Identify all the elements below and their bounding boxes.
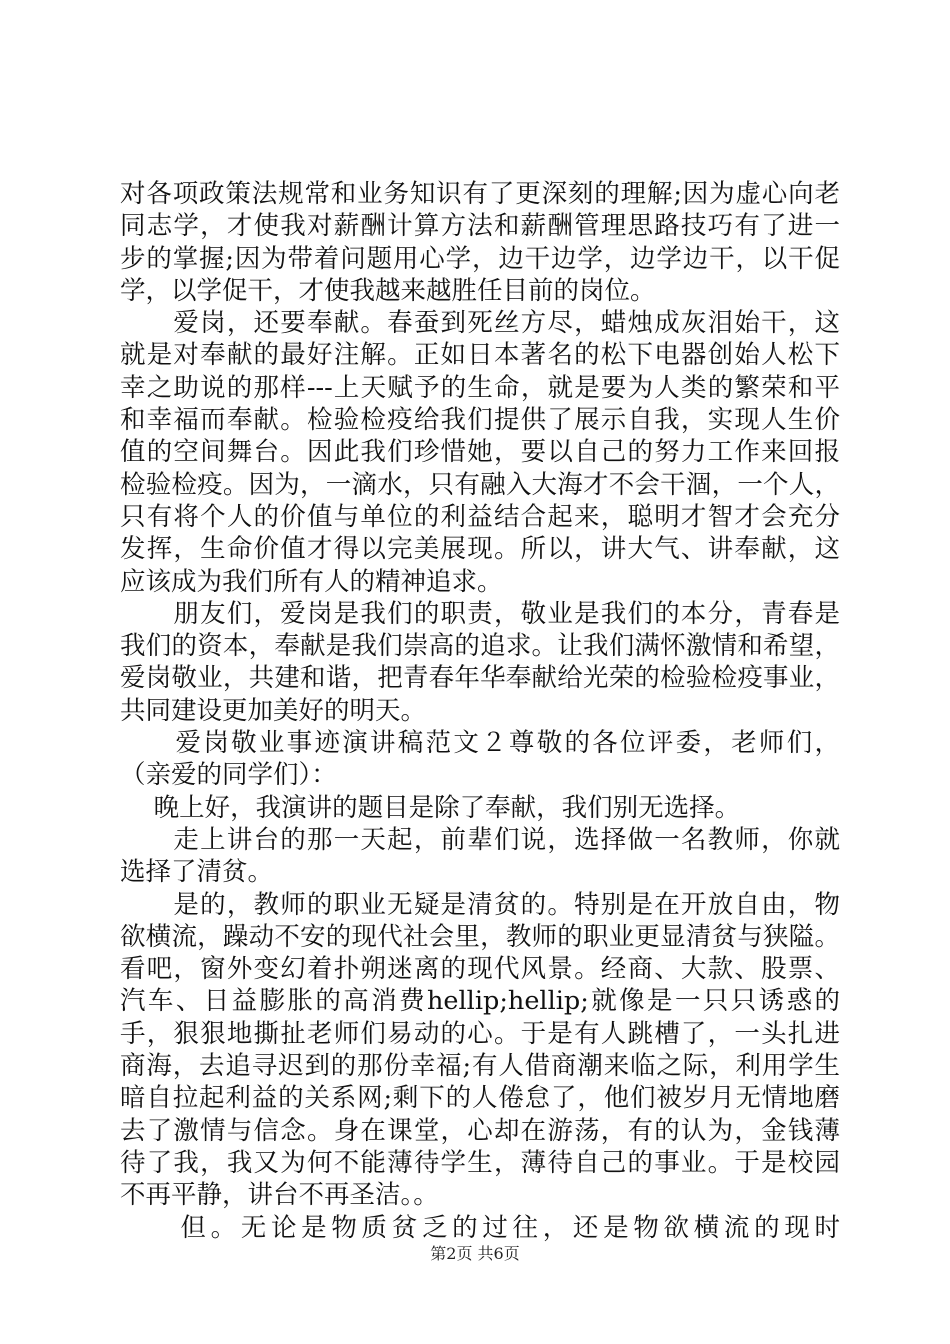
- text-line: 晚上好，我演讲的题目是除了奉献，我们别无选择。: [120, 792, 741, 823]
- text-line: 检验检疫。因为，一滴水，只有融入大海才不会干涸，一个人，: [120, 469, 840, 500]
- text-line: 爱岗敬业事迹演讲稿范文２尊敬的各位评委，老师们，: [120, 728, 840, 759]
- text-line: 值的空间舞台。因此我们珍惜她，要以自己的努力工作来回报: [120, 437, 840, 468]
- text-line: 商海，去追寻迟到的那份幸福;有人借商潮来临之际，利用学生: [120, 1051, 840, 1082]
- text-line: 去了激情与信念。身在课堂，心却在游荡，有的认为，金钱薄: [120, 1115, 840, 1146]
- text-line: 同志学，才使我对薪酬计算方法和薪酬管理思路技巧有了进一: [120, 211, 840, 242]
- text-line: 待了我，我又为何不能薄待学生，薄待自己的事业。于是校园: [120, 1147, 840, 1178]
- text-line: 走上讲台的那一天起，前辈们说，选择做一名教师，你就: [120, 824, 840, 855]
- text-line: 就是对奉献的最好注解。正如日本著名的松下电器创始人松下: [120, 340, 840, 371]
- page-footer: 第2页 共6页: [430, 1244, 520, 1263]
- text-line: 但。无论是物质贫乏的过往，还是物欲横流的现时: [120, 1212, 840, 1243]
- text-line: 对各项政策法规常和业务知识有了更深刻的理解;因为虚心向老: [120, 179, 840, 209]
- text-line: 只有将个人的价值与单位的利益结合起来，聪明才智才会充分: [120, 501, 840, 532]
- text-line: 暗自拉起利益的关系网;剩下的人倦怠了，他们被岁月无情地磨: [120, 1083, 840, 1114]
- text-line: 幸之助说的那样---上天赋予的生命，就是要为人类的繁荣和平: [120, 372, 840, 403]
- text-line: 是的，教师的职业无疑是清贫的。特别是在开放自由，物: [120, 889, 840, 920]
- text-line: 共同建设更加美好的明天。: [120, 695, 427, 726]
- text-line: 欲横流，躁动不安的现代社会里，教师的职业更显清贫与狭隘。: [120, 921, 840, 952]
- text-line: 发挥，生命价值才得以完美展现。所以，讲大气、讲奉献，这: [120, 534, 840, 565]
- document-body: [120, 178, 840, 1244]
- text-line: 汽车、日益膨胀的高消费hellip;hellip;就像是一只只诱惑的: [120, 986, 840, 1017]
- text-line: 步的掌握;因为带着问题用心学，边干边学，边学边干，以干促: [120, 243, 840, 274]
- text-line: 选择了清贫。: [120, 857, 274, 888]
- text-line: 我们的资本，奉献是我们崇高的追求。让我们满怀激情和希望，: [120, 631, 840, 662]
- text-line: （亲爱的同学们）：: [120, 760, 337, 791]
- text-line: 朋友们，爱岗是我们的职责，敬业是我们的本分，青春是: [120, 598, 840, 629]
- text-line: 学，以学促干，才使我越来越胜任目前的岗位。: [120, 275, 656, 306]
- text-line: 不再平静，讲台不再圣洁。。: [120, 1180, 439, 1211]
- text-line: 应该成为我们所有人的精神追求。: [120, 566, 503, 597]
- text-line: 手，狠狠地撕扯老师们易动的心。于是有人跳槽了，一头扎进: [120, 1018, 840, 1049]
- text-line: 和幸福而奉献。检验检疫给我们提供了展示自我，实现人生价: [120, 405, 840, 436]
- text-line: 看吧，窗外变幻着扑朔迷离的现代风景。经商、大款、股票、: [120, 954, 840, 985]
- text-line: 爱岗敬业，共建和谐，把青春年华奉献给光荣的检验检疫事业，: [120, 663, 840, 694]
- text-line: 爱岗，还要奉献。春蚕到死丝方尽，蜡烛成灰泪始干，这: [120, 308, 840, 339]
